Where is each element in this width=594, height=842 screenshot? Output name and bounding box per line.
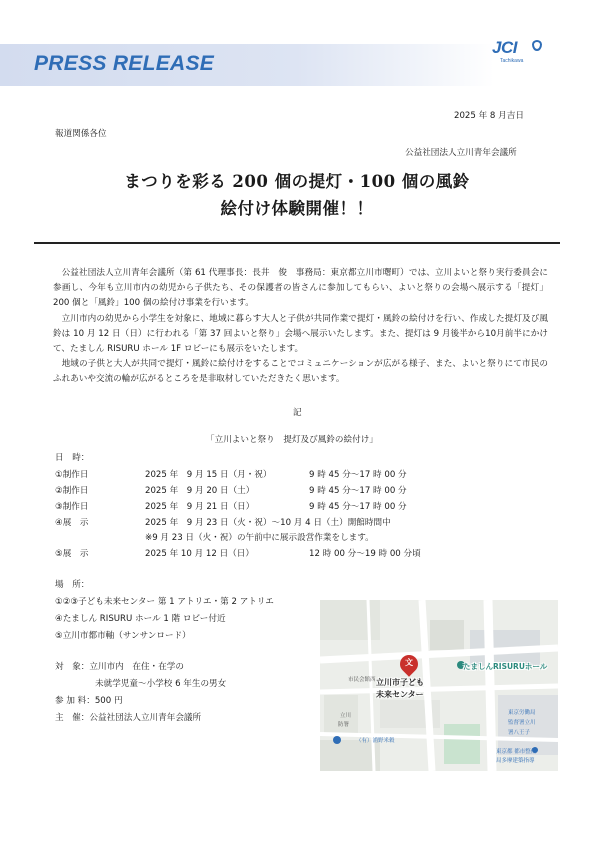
map-venue-label: 立川市子ども	[376, 678, 424, 687]
schedule-row-date: 2025 年 9 月 15 日（月・祝）	[145, 470, 272, 480]
schedule-row-time: 9 時 45 分～17 時 00 分	[309, 502, 407, 512]
target-audience-detail: 未就学児童～小学校 6 年生の男女	[95, 679, 227, 689]
location-map	[320, 600, 558, 771]
map-hall-label: たましんRISURUホール	[463, 662, 548, 671]
map-small-label: 東京労働局	[508, 710, 536, 716]
map-graphic	[320, 600, 558, 771]
map-small-label: 局多摩建築指導	[496, 758, 535, 764]
map-small-label: 監督署立川	[508, 720, 536, 726]
press-release-title: PRESS RELEASE	[34, 52, 215, 75]
target-audience: 対 象：立川市内 在住・在学の	[55, 662, 184, 672]
logo-text: JCI	[492, 38, 517, 57]
schedule-row-time: 9 時 45 分～17 時 00 分	[309, 486, 407, 496]
schedule-row-label: ③制作日	[55, 502, 89, 512]
map-small-label: （有）浦野米穀	[356, 738, 395, 744]
place-label: 場 所：	[55, 580, 90, 590]
ki-heading: 記	[293, 408, 302, 418]
schedule-note: ※9 月 23 日（火・祝）の午前中に展示設営作業をします。	[145, 533, 374, 543]
logo-mark-icon	[532, 40, 542, 51]
body-paragraph: 立川市内の幼児から小学生を対象に、地域に暮らす大人と子供が共同作業で提灯・風鈴の絵付けを行い、作成した提灯及び風鈴は 10 月 12 日（日）に行われる「第 37 回よいと祭り」会場へ展示いたします。また、提灯は 9 月後半から10月前半にかけて、たましん RISURU ホール 1F ロビーにも展示をいたします。	[53, 314, 548, 355]
addressee: 報道関係各位	[55, 129, 107, 139]
place-item: ④たましん RISURU ホール 1 階 ロビー付近	[55, 614, 226, 624]
map-small-label: 市民会館西	[348, 677, 376, 683]
schedule-row-label: ②制作日	[55, 486, 89, 496]
headline-line-2: 絵付け体験開催！！	[220, 199, 374, 218]
jci-logo	[492, 38, 554, 68]
release-date: 2025 年 8 月吉日	[454, 111, 524, 121]
schedule-row-date: 2025 年 10 月 12 日（日）	[145, 549, 254, 559]
map-small-label: 防署	[338, 722, 350, 728]
body-paragraph: 地域の子供と大人が共同で提灯・風鈴に絵付けをすることでコミュニケーションが広がる様子、また、よいと祭りにて市民のふれあいや交流の輪が広がるところを是非取材していただきたく思います。	[53, 359, 548, 385]
schedule-row-time: 9 時 45 分～17 時 00 分	[309, 470, 407, 480]
map-small-label: 立川	[340, 713, 352, 719]
schedule-row-time: 12 時 00 分～19 時 00 分頃	[309, 549, 421, 559]
schedule-row-label: ①制作日	[55, 470, 89, 480]
map-venue-label: 未来センター	[376, 690, 424, 699]
map-small-label: 署八王子	[508, 730, 531, 736]
place-item: ⑤立川市都市軸（サンサンロード）	[55, 631, 191, 641]
participation-fee: 参 加 料：500 円	[55, 696, 123, 706]
map-small-label: 東京都 都市整備	[496, 749, 537, 755]
schedule-row-date: 2025 年 9 月 23 日（火・祝）～10 月 4 日（土）開館時間中	[145, 518, 391, 528]
event-title: 「立川よいと祭り 提灯及び風鈴の絵付け」	[206, 435, 378, 445]
schedule-row-label: ⑤展 示	[55, 549, 89, 559]
headline-line-1: まつりを彩る 200 個の提灯・100 個の風鈴	[124, 172, 470, 191]
schedule-row-label: ④展 示	[55, 518, 89, 528]
sender-organization: 公益社団法人立川青年会議所	[405, 148, 517, 158]
school-icon: 文	[405, 658, 413, 667]
schedule-row-date: 2025 年 9 月 21 日（日）	[145, 502, 255, 512]
place-item: ①②③子ども未来センター 第 1 アトリエ・第 2 アトリエ	[55, 597, 274, 607]
organizer: 主 催：公益社団法人立川青年会議所	[55, 713, 202, 723]
schedule-label: 日 時：	[55, 453, 90, 463]
divider	[34, 242, 560, 244]
schedule-row-date: 2025 年 9 月 20 日（土）	[145, 486, 255, 496]
body-paragraph: 公益社団法人立川青年会議所（第 61 代理事長：長井 俊 事務局：東京都立川市曙町）では、立川よいと祭り実行委員会に参画し、今年も立川市内の幼児から子供たち、その保護者の皆さんに参加してもらい、よいと祭りの会場へ展示する「提灯」200 個と「風鈴」100 個の絵付け事業を行います。	[53, 268, 548, 309]
logo-subtext: Tachikawa	[500, 58, 524, 64]
